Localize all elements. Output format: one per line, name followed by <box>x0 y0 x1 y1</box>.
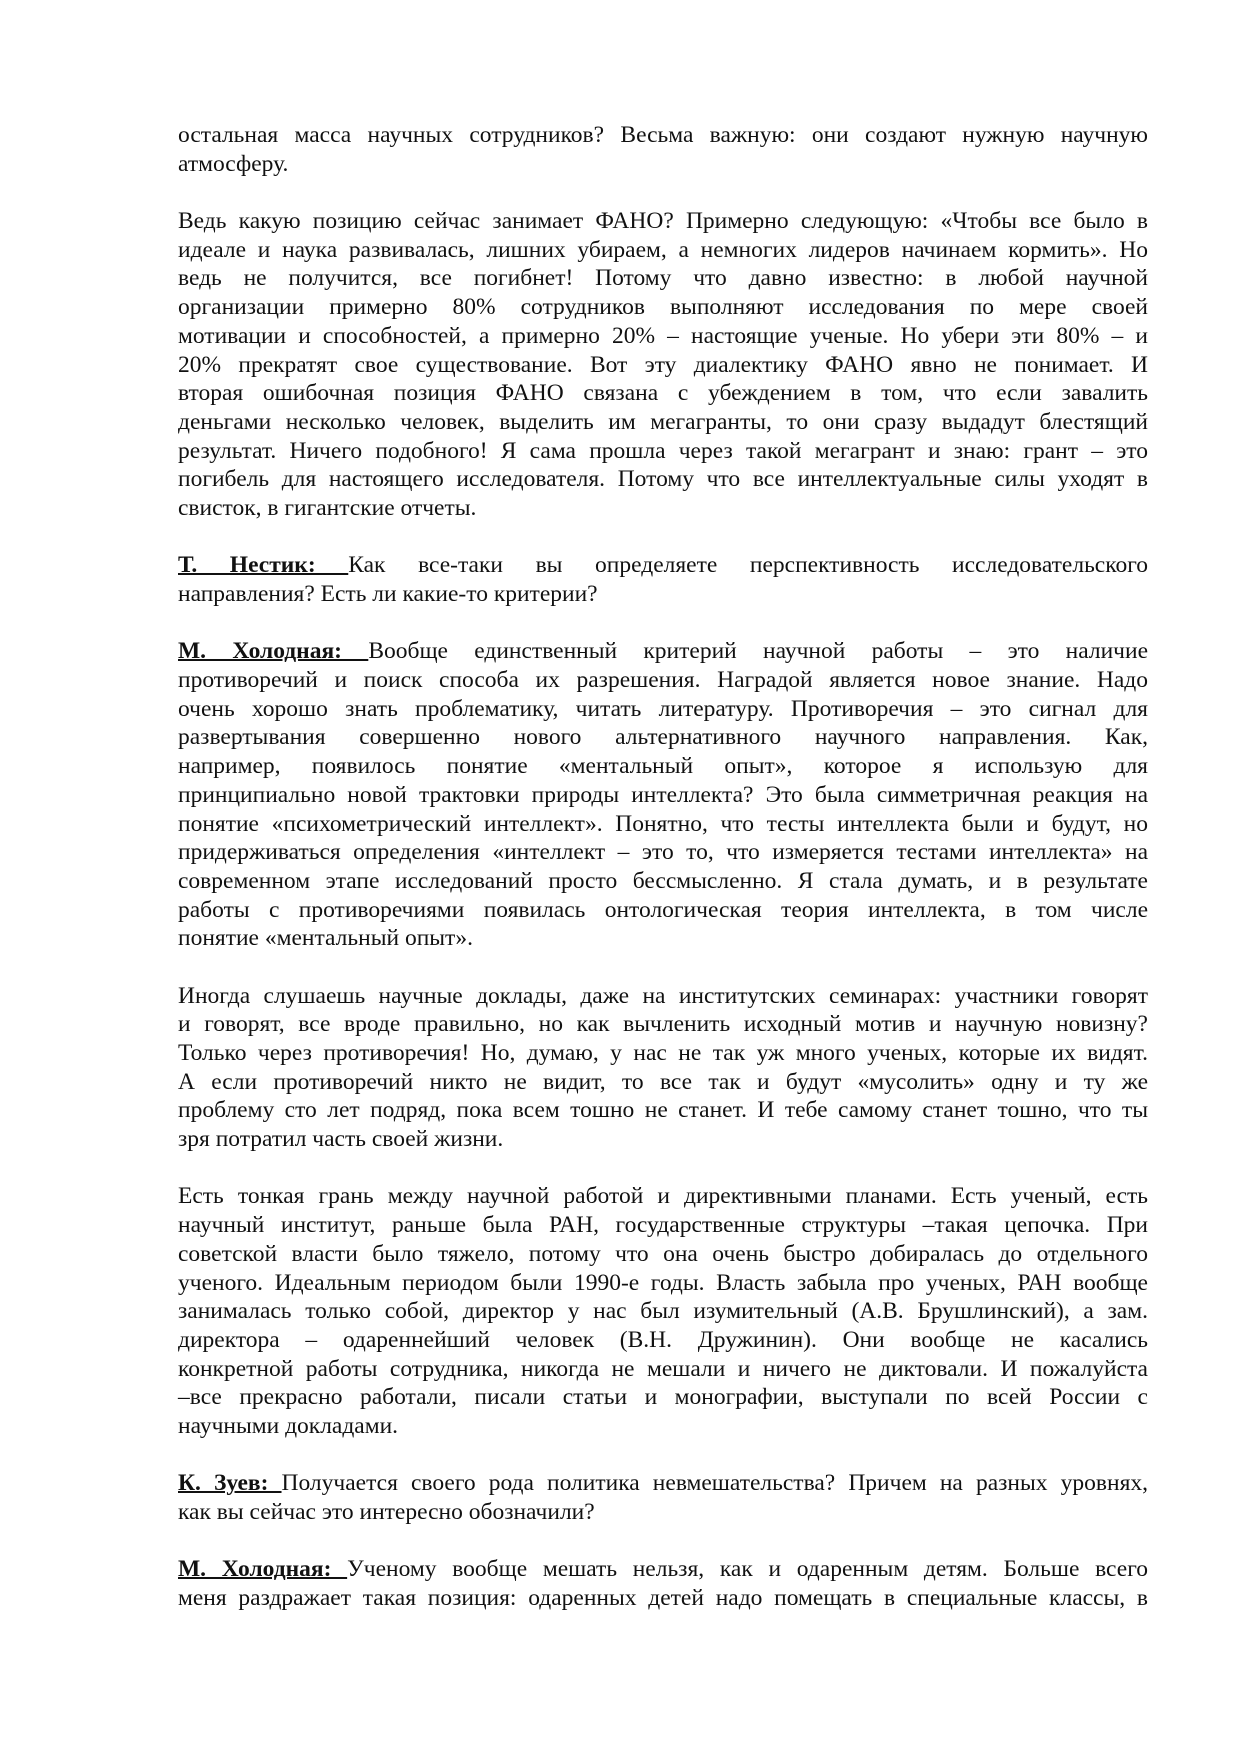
text-line <box>178 1555 1148 1584</box>
line-text: остальная масса научных сотрудников? Весьма важную: они создают нужную научную <box>178 122 1148 148</box>
line-text: атмосферу. <box>178 150 289 177</box>
speaker-label: К. Зуев: <box>178 1470 282 1497</box>
line-text: занималась только собой, директор у нас был изумительный (А.В. Брушлинский), а зам. <box>178 1298 1148 1325</box>
line-text: свисток, в гигантские отчеты. <box>178 494 477 521</box>
text-line <box>178 695 1148 724</box>
line-text: меня раздражает такая позиция: одаренных детей надо помещать в специальные классы, в <box>178 1585 1148 1612</box>
blank-line <box>178 1441 1148 1470</box>
text-line <box>178 723 1148 752</box>
line-text: развертывания совершенно нового альтернативного научного направления. Как, <box>178 724 1148 751</box>
text-line <box>178 580 1148 609</box>
line-text: ведь не получится, все погибнет! Потому что давно известно: в любой научной <box>178 265 1148 292</box>
text-line <box>178 1125 1148 1154</box>
line-text: директора – одареннейший человек (В.Н. Дружинин). Они вообще не касались <box>178 1326 1148 1353</box>
line-text: очень хорошо знать проблематику, читать литературу. Противоречия – это сигнал для <box>178 695 1148 722</box>
paragraph <box>178 1182 1148 1440</box>
text-line <box>178 207 1148 236</box>
text-line <box>178 437 1148 466</box>
text-line <box>178 465 1148 494</box>
line-text: ученого. Идеальным периодом были 1990-е годы. Власть забыла про ученых, РАН вообще <box>178 1269 1148 1296</box>
text-line <box>178 1269 1148 1298</box>
line-text: работы с противоречиями появилась онтологическая теория интеллекта, в том числе <box>178 896 1148 923</box>
line-text: Как все-таки вы определяете перспективность исследовательского <box>348 552 1148 579</box>
blank-line <box>178 1527 1148 1556</box>
text-line <box>178 838 1148 867</box>
text-line <box>178 1326 1148 1355</box>
blank-line <box>178 609 1148 638</box>
text-line <box>178 1096 1148 1125</box>
text-line <box>178 924 1148 953</box>
text-line <box>178 322 1148 351</box>
line-text: мотивации и способностей, а примерно 20% – настоящие ученые. Но убери эти 80% – и <box>178 322 1148 349</box>
text-line <box>178 1297 1148 1326</box>
text-line <box>178 1240 1148 1269</box>
line-text: противоречий и поиск способа их разрешения. Наградой является новое знание. Надо <box>178 667 1148 694</box>
line-text: погибель для настоящего исследователя. Потому что все интеллектуальные силы уходят в <box>178 466 1148 493</box>
text-line <box>178 810 1148 839</box>
line-text: зря потратил часть своей жизни. <box>178 1126 504 1153</box>
text-line <box>178 1182 1148 1211</box>
text-line <box>178 1068 1148 1097</box>
line-text: Ученому вообще мешать нельзя, как и одаренным детям. Больше всего <box>347 1556 1148 1583</box>
speaker-label: М. Холодная: <box>178 638 369 665</box>
line-text: придерживаться определения «интеллект – это то, что измеряется тестами интеллекта» на <box>178 839 1148 866</box>
dialogue-paragraph <box>178 551 1148 608</box>
line-text: советской власти было тяжело, потому что она очень быстро добиралась до отдельного <box>178 1240 1148 1267</box>
line-text: принципиально новой трактовки природы интеллекта? Это была симметричная реакция на <box>178 781 1148 808</box>
line-text: результат. Ничего подобного! Я сама прошла через такой мегагрант и знаю: грант – это <box>178 437 1148 464</box>
text-line <box>178 666 1148 695</box>
text-line <box>178 351 1148 380</box>
speaker-label: Т. Нестик: <box>178 552 349 579</box>
speaker-label: М. Холодная: <box>178 1556 348 1583</box>
document-page <box>178 121 1148 1613</box>
text-line <box>178 494 1148 523</box>
line-text: и говорят, все вроде правильно, но как вычленить исходный мотив и научную новизну? <box>178 1011 1148 1038</box>
line-text: Есть тонкая грань между научной работой и директивными планами. Есть ученый, есть <box>178 1183 1148 1210</box>
text-line <box>178 1412 1148 1441</box>
line-text: организации примерно 80% сотрудников выполняют исследования по мере своей <box>178 294 1148 321</box>
text-line <box>178 752 1148 781</box>
line-text: Ведь какую позицию сейчас занимает ФАНО? Примерно следующую: «Чтобы все было в <box>178 208 1148 235</box>
text-line <box>178 1469 1148 1498</box>
dialogue-paragraph <box>178 1469 1148 1526</box>
blank-line <box>178 178 1148 207</box>
line-text: понятие «психометрический интеллект». Понятно, что тесты интеллекта были и будут, но <box>178 810 1148 837</box>
line-text: А если противоречий никто не видит, то все так и будут «мусолить» одну и ту же <box>178 1068 1148 1095</box>
line-text: идеале и наука развивалась, лишних убираем, а немногих лидеров начинаем кормить». Но <box>178 236 1148 263</box>
text-line <box>178 1498 1148 1527</box>
line-text: современном этапе исследований просто бессмысленно. Я стала думать, и в результате <box>178 867 1148 894</box>
line-text: понятие «ментальный опыт». <box>178 925 473 952</box>
line-text: как вы сейчас это интересно обозначили? <box>178 1499 595 1525</box>
dialogue-paragraph <box>178 637 1148 953</box>
blank-line <box>178 1154 1148 1183</box>
blank-line <box>178 953 1148 982</box>
line-text: направления? Есть ли какие-то критерии? <box>178 581 598 607</box>
text-line <box>178 1039 1148 1068</box>
text-line <box>178 264 1148 293</box>
line-text: Иногда слушаешь научные доклады, даже на институтских семинарах: участники говорят <box>178 982 1148 1009</box>
text-line <box>178 236 1148 265</box>
line-text: Вообще единственный критерий научной работы – это наличие <box>368 638 1149 665</box>
text-line <box>178 781 1148 810</box>
paragraph <box>178 207 1148 523</box>
line-text: –все прекрасно работали, писали статьи и монографии, выступали по всей России с <box>178 1384 1148 1411</box>
text-line <box>178 293 1148 322</box>
line-text: проблему сто лет подряд, пока всем тошно не станет. И тебе самому станет тошно, что ты <box>178 1097 1148 1124</box>
text-line <box>178 1355 1148 1384</box>
text-line <box>178 379 1148 408</box>
text-line <box>178 867 1148 896</box>
blank-line <box>178 523 1148 552</box>
text-line <box>178 1211 1148 1240</box>
text-line <box>178 1584 1148 1613</box>
line-text: научный институт, раньше была РАН, государственные структуры –такая цепочка. При <box>178 1212 1148 1239</box>
line-text: конкретной работы сотрудника, никогда не мешали и ничего не диктовали. И пожалуйста <box>178 1355 1148 1382</box>
text-line <box>178 551 1148 580</box>
text-line <box>178 896 1148 925</box>
text-line <box>178 121 1148 150</box>
line-text: вторая ошибочная позиция ФАНО связана с убеждением в том, что если завалить <box>178 380 1148 407</box>
line-text: научными докладами. <box>178 1412 399 1439</box>
paragraph <box>178 982 1148 1154</box>
line-text: Получается своего рода политика невмешательства? Причем на разных уровнях, <box>281 1470 1149 1497</box>
line-text: 20% прекратят свое существование. Вот эту диалектику ФАНО явно не понимает. И <box>178 351 1148 378</box>
paragraph <box>178 121 1148 178</box>
dialogue-paragraph <box>178 1555 1148 1612</box>
text-line <box>178 150 1148 179</box>
text-line <box>178 408 1148 437</box>
text-line <box>178 637 1148 666</box>
line-text: деньгами несколько человек, выделить им мегагранты, то они сразу выдадут блестящий <box>178 408 1148 435</box>
line-text: Только через противоречия! Но, думаю, у нас не так уж много ученых, которые их видят. <box>178 1040 1148 1066</box>
text-line <box>178 1383 1148 1412</box>
line-text: например, появилось понятие «ментальный опыт», которое я использую для <box>178 753 1148 780</box>
text-line <box>178 982 1148 1011</box>
text-line <box>178 1010 1148 1039</box>
